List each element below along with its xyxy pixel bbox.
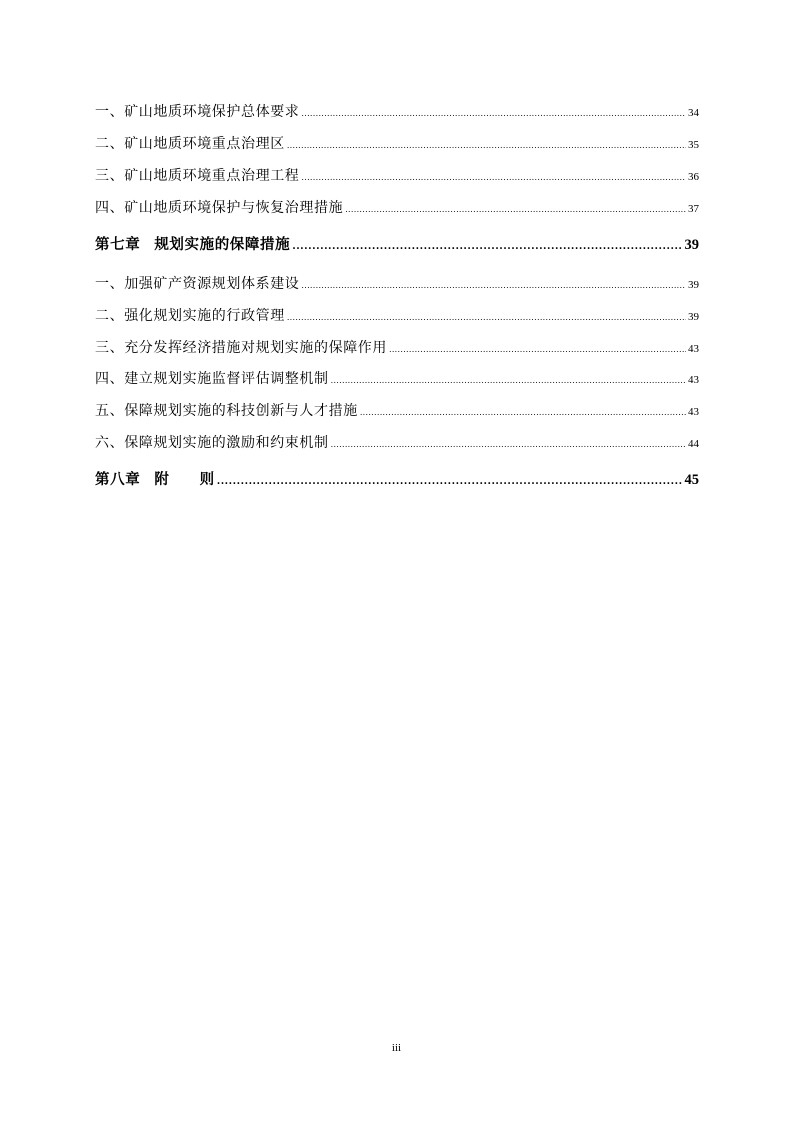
toc-entry[interactable]: [95, 101, 699, 121]
chapter-title: 规划实施的保障措施: [154, 236, 291, 253]
dot-leader: [345, 200, 686, 212]
toc-entry-page: 34: [688, 107, 699, 119]
toc-chapter-entry[interactable]: [95, 468, 699, 489]
toc-entry-label: 四、建立规划实施监督评估调整机制: [95, 371, 329, 387]
toc-entry[interactable]: [95, 165, 699, 185]
toc-chapter-label: [95, 468, 215, 489]
dot-leader: [360, 403, 686, 415]
toc-entry-page: 43: [688, 406, 699, 418]
toc-entry-page: 37: [688, 203, 699, 215]
toc-entry[interactable]: [95, 273, 699, 293]
toc-entry-page: 44: [688, 438, 699, 450]
chapter-number: 第七章: [95, 236, 141, 253]
toc-entry-page: 39: [688, 279, 699, 291]
page-number: iii: [391, 1042, 402, 1054]
toc-entry[interactable]: [95, 400, 699, 420]
dot-leader: [217, 472, 683, 484]
toc-entry[interactable]: [95, 432, 699, 452]
toc-entry-page: 36: [688, 171, 699, 183]
chapter-title: 附 则: [154, 471, 215, 488]
toc-chapter-label: [95, 233, 290, 254]
toc-entry[interactable]: [95, 337, 699, 357]
chapter-number: 第八章: [95, 471, 141, 488]
dot-leader: [301, 276, 686, 288]
dot-leader: [301, 104, 686, 116]
toc-entry-label: 三、充分发挥经济措施对规划实施的保障作用: [95, 340, 387, 356]
toc-entry-label: 一、加强矿产资源规划体系建设: [95, 276, 300, 292]
toc-entry[interactable]: [95, 197, 699, 217]
dot-leader: [389, 340, 686, 352]
toc-entry-label: 二、强化规划实施的行政管理: [95, 308, 285, 324]
toc-entry-page: 35: [688, 139, 699, 151]
toc-entry[interactable]: [95, 368, 699, 388]
toc-entry-label: 一、矿山地质环境保护总体要求: [95, 104, 300, 120]
dot-leader: [331, 435, 686, 447]
toc-chapter-entry[interactable]: [95, 233, 699, 254]
toc-entry[interactable]: [95, 305, 699, 325]
toc-chapter-page: 39: [684, 237, 699, 253]
dot-leader: [292, 237, 682, 249]
toc-entry-label: 五、保障规划实施的科技创新与人才措施: [95, 403, 358, 419]
toc-entry-label: 四、矿山地质环境保护与恢复治理措施: [95, 200, 344, 216]
toc-entry-page: 43: [688, 343, 699, 355]
dot-leader: [287, 308, 686, 320]
toc-entry-label: 二、矿山地质环境重点治理区: [95, 136, 285, 152]
toc-entry-page: 39: [688, 311, 699, 323]
dot-leader: [331, 371, 686, 383]
toc-entry[interactable]: [95, 133, 699, 153]
toc-entry-label: 六、保障规划实施的激励和约束机制: [95, 435, 329, 451]
toc-chapter-page: 45: [684, 472, 699, 488]
dot-leader: [301, 168, 686, 180]
toc-entry-page: 43: [688, 374, 699, 386]
dot-leader: [287, 136, 686, 148]
toc-entry-label: 三、矿山地质环境重点治理工程: [95, 168, 300, 184]
